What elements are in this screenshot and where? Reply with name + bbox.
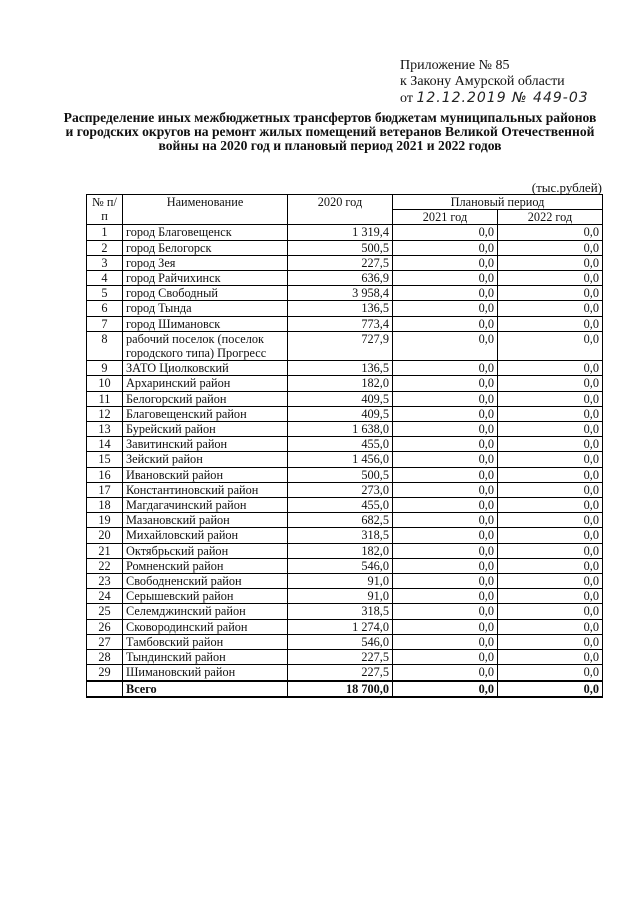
row-value-2021: 0,0 bbox=[393, 361, 498, 376]
header-name: Наименование bbox=[123, 195, 288, 225]
row-name: Мазановский район bbox=[123, 513, 288, 528]
row-name: Ивановский район bbox=[123, 467, 288, 482]
row-name: Зейский район bbox=[123, 452, 288, 467]
table-row bbox=[87, 225, 603, 240]
total-row bbox=[87, 681, 603, 697]
row-number: 19 bbox=[87, 513, 123, 528]
row-number: 28 bbox=[87, 650, 123, 665]
table-row bbox=[87, 406, 603, 421]
row-value-2021: 0,0 bbox=[393, 589, 498, 604]
row-value-2020: 182,0 bbox=[288, 376, 393, 391]
table-row bbox=[87, 650, 603, 665]
row-value-2021: 0,0 bbox=[393, 543, 498, 558]
appendix-number: Приложение № 85 bbox=[400, 58, 510, 73]
row-value-2020: 455,0 bbox=[288, 437, 393, 452]
row-number: 3 bbox=[87, 255, 123, 270]
row-value-2021: 0,0 bbox=[393, 406, 498, 421]
row-value-2022: 0,0 bbox=[498, 574, 603, 589]
row-value-2022: 0,0 bbox=[498, 558, 603, 573]
row-name: Завитинский район bbox=[123, 437, 288, 452]
row-name: город Тында bbox=[123, 301, 288, 316]
row-name: ЗАТО Циолковский bbox=[123, 361, 288, 376]
appendix-note bbox=[400, 58, 589, 107]
table-row bbox=[87, 391, 603, 406]
table-row bbox=[87, 589, 603, 604]
table-row bbox=[87, 467, 603, 482]
row-number: 29 bbox=[87, 665, 123, 681]
row-value-2020: 227,5 bbox=[288, 255, 393, 270]
row-value-2021: 0,0 bbox=[393, 467, 498, 482]
table-row bbox=[87, 513, 603, 528]
row-value-2020: 91,0 bbox=[288, 574, 393, 589]
row-value-2022: 0,0 bbox=[498, 619, 603, 634]
table-row bbox=[87, 255, 603, 270]
row-value-2022: 0,0 bbox=[498, 482, 603, 497]
row-number: 6 bbox=[87, 301, 123, 316]
row-value-2021: 0,0 bbox=[393, 482, 498, 497]
total-value-2022: 0,0 bbox=[498, 681, 603, 697]
table-row bbox=[87, 361, 603, 376]
table-row bbox=[87, 543, 603, 558]
row-value-2021: 0,0 bbox=[393, 498, 498, 513]
row-number: 16 bbox=[87, 467, 123, 482]
row-name: город Шимановск bbox=[123, 316, 288, 331]
units-label: (тыс.рублей) bbox=[531, 180, 602, 195]
table-row bbox=[87, 301, 603, 316]
row-value-2022: 0,0 bbox=[498, 240, 603, 255]
row-value-2021: 0,0 bbox=[393, 665, 498, 681]
row-name: Свободненский район bbox=[123, 574, 288, 589]
row-number: 12 bbox=[87, 406, 123, 421]
row-value-2022: 0,0 bbox=[498, 286, 603, 301]
table-row bbox=[87, 452, 603, 467]
row-number: 23 bbox=[87, 574, 123, 589]
total-value-2020: 18 700,0 bbox=[288, 681, 393, 697]
row-number: 4 bbox=[87, 271, 123, 286]
row-number: 21 bbox=[87, 543, 123, 558]
row-value-2020: 636,9 bbox=[288, 271, 393, 286]
row-value-2022: 0,0 bbox=[498, 665, 603, 681]
row-value-2020: 1 638,0 bbox=[288, 422, 393, 437]
table-row bbox=[87, 498, 603, 513]
row-value-2020: 3 958,4 bbox=[288, 286, 393, 301]
row-value-2021: 0,0 bbox=[393, 513, 498, 528]
table-row bbox=[87, 665, 603, 681]
row-number: 25 bbox=[87, 604, 123, 619]
row-number: 24 bbox=[87, 589, 123, 604]
row-name: Серышевский район bbox=[123, 589, 288, 604]
row-name: Сковородинский район bbox=[123, 619, 288, 634]
row-number: 22 bbox=[87, 558, 123, 573]
row-number: 14 bbox=[87, 437, 123, 452]
table-row bbox=[87, 437, 603, 452]
table-row bbox=[87, 331, 603, 360]
table-row bbox=[87, 422, 603, 437]
row-value-2020: 727,9 bbox=[288, 331, 393, 360]
row-value-2020: 227,5 bbox=[288, 650, 393, 665]
table-row bbox=[87, 271, 603, 286]
row-value-2021: 0,0 bbox=[393, 391, 498, 406]
row-number: 18 bbox=[87, 498, 123, 513]
row-value-2020: 136,5 bbox=[288, 301, 393, 316]
table-row bbox=[87, 376, 603, 391]
row-value-2020: 1 274,0 bbox=[288, 619, 393, 634]
table-row bbox=[87, 619, 603, 634]
row-name: Ромненский район bbox=[123, 558, 288, 573]
row-name: Тындинский район bbox=[123, 650, 288, 665]
table-row bbox=[87, 316, 603, 331]
row-value-2020: 500,5 bbox=[288, 467, 393, 482]
header-2022: 2022 год bbox=[498, 210, 603, 225]
row-name: Константиновский район bbox=[123, 482, 288, 497]
row-number: 10 bbox=[87, 376, 123, 391]
row-name: город Благовещенск bbox=[123, 225, 288, 240]
row-number: 13 bbox=[87, 422, 123, 437]
table-row bbox=[87, 574, 603, 589]
row-value-2021: 0,0 bbox=[393, 331, 498, 360]
row-value-2022: 0,0 bbox=[498, 255, 603, 270]
row-value-2022: 0,0 bbox=[498, 376, 603, 391]
table-row bbox=[87, 482, 603, 497]
row-value-2022: 0,0 bbox=[498, 528, 603, 543]
row-value-2022: 0,0 bbox=[498, 437, 603, 452]
row-value-2021: 0,0 bbox=[393, 528, 498, 543]
header-2021: 2021 год bbox=[393, 210, 498, 225]
row-value-2022: 0,0 bbox=[498, 271, 603, 286]
row-name: Белогорский район bbox=[123, 391, 288, 406]
row-value-2021: 0,0 bbox=[393, 240, 498, 255]
row-number: 11 bbox=[87, 391, 123, 406]
row-value-2020: 227,5 bbox=[288, 665, 393, 681]
row-value-2022: 0,0 bbox=[498, 513, 603, 528]
row-value-2020: 546,0 bbox=[288, 634, 393, 649]
row-value-2020: 773,4 bbox=[288, 316, 393, 331]
row-value-2021: 0,0 bbox=[393, 634, 498, 649]
row-value-2020: 409,5 bbox=[288, 406, 393, 421]
appendix-law: к Закону Амурской области bbox=[400, 74, 565, 89]
table-row bbox=[87, 558, 603, 573]
row-value-2021: 0,0 bbox=[393, 558, 498, 573]
appendix-date-prefix: от bbox=[400, 91, 413, 106]
row-value-2022: 0,0 bbox=[498, 634, 603, 649]
row-value-2021: 0,0 bbox=[393, 437, 498, 452]
row-name: город Зея bbox=[123, 255, 288, 270]
row-value-2022: 0,0 bbox=[498, 225, 603, 240]
row-value-2022: 0,0 bbox=[498, 331, 603, 360]
row-name: рабочий поселок (поселок городского типа) Прогресс bbox=[123, 331, 288, 360]
row-value-2020: 455,0 bbox=[288, 498, 393, 513]
row-value-2022: 0,0 bbox=[498, 316, 603, 331]
row-number: 26 bbox=[87, 619, 123, 634]
row-number: 9 bbox=[87, 361, 123, 376]
total-label: Всего bbox=[123, 681, 288, 697]
row-number: 5 bbox=[87, 286, 123, 301]
row-value-2022: 0,0 bbox=[498, 498, 603, 513]
row-value-2020: 318,5 bbox=[288, 528, 393, 543]
row-name: Шимановский район bbox=[123, 665, 288, 681]
row-name: город Свободный bbox=[123, 286, 288, 301]
table-row bbox=[87, 634, 603, 649]
row-number: 20 bbox=[87, 528, 123, 543]
appendix-date-line bbox=[400, 90, 589, 107]
row-value-2022: 0,0 bbox=[498, 604, 603, 619]
row-value-2021: 0,0 bbox=[393, 422, 498, 437]
row-value-2020: 273,0 bbox=[288, 482, 393, 497]
row-value-2020: 1 319,4 bbox=[288, 225, 393, 240]
row-value-2021: 0,0 bbox=[393, 619, 498, 634]
header-2020: 2020 год bbox=[288, 195, 393, 225]
table-header-row bbox=[87, 195, 603, 210]
row-value-2020: 1 456,0 bbox=[288, 452, 393, 467]
row-value-2020: 136,5 bbox=[288, 361, 393, 376]
row-name: Михайловский район bbox=[123, 528, 288, 543]
row-value-2021: 0,0 bbox=[393, 650, 498, 665]
row-value-2022: 0,0 bbox=[498, 361, 603, 376]
row-name: город Райчихинск bbox=[123, 271, 288, 286]
row-name: Тамбовский район bbox=[123, 634, 288, 649]
table-row bbox=[87, 528, 603, 543]
row-name: Архаринский район bbox=[123, 376, 288, 391]
total-value-2021: 0,0 bbox=[393, 681, 498, 697]
row-value-2020: 500,5 bbox=[288, 240, 393, 255]
table-body bbox=[87, 225, 603, 697]
row-number: 1 bbox=[87, 225, 123, 240]
table-row bbox=[87, 240, 603, 255]
row-value-2022: 0,0 bbox=[498, 422, 603, 437]
row-name: Октябрьский район bbox=[123, 543, 288, 558]
row-value-2021: 0,0 bbox=[393, 255, 498, 270]
row-number: 2 bbox=[87, 240, 123, 255]
row-value-2022: 0,0 bbox=[498, 589, 603, 604]
document-title: Распределение иных межбюджетных трансфертов бюджетам муниципальных районов и городских округов на ремонт жилых помещений ветеранов Великой Отечественной войны на 2020 год и плановый период 2021 и 2022 годов bbox=[63, 110, 597, 153]
row-value-2020: 682,5 bbox=[288, 513, 393, 528]
row-name: Бурейский район bbox=[123, 422, 288, 437]
row-name: Благовещенский район bbox=[123, 406, 288, 421]
row-value-2021: 0,0 bbox=[393, 316, 498, 331]
row-name: Селемджинский район bbox=[123, 604, 288, 619]
row-value-2020: 318,5 bbox=[288, 604, 393, 619]
row-number: 8 bbox=[87, 331, 123, 360]
row-value-2022: 0,0 bbox=[498, 543, 603, 558]
table-row bbox=[87, 604, 603, 619]
row-name: Магдагачинский район bbox=[123, 498, 288, 513]
row-value-2021: 0,0 bbox=[393, 301, 498, 316]
row-value-2022: 0,0 bbox=[498, 650, 603, 665]
row-value-2021: 0,0 bbox=[393, 574, 498, 589]
row-value-2022: 0,0 bbox=[498, 467, 603, 482]
row-value-2021: 0,0 bbox=[393, 604, 498, 619]
row-value-2021: 0,0 bbox=[393, 376, 498, 391]
row-value-2022: 0,0 bbox=[498, 301, 603, 316]
row-number: 7 bbox=[87, 316, 123, 331]
row-value-2020: 182,0 bbox=[288, 543, 393, 558]
row-value-2021: 0,0 bbox=[393, 286, 498, 301]
row-value-2021: 0,0 bbox=[393, 225, 498, 240]
header-num: № п/п bbox=[87, 195, 123, 225]
row-value-2020: 91,0 bbox=[288, 589, 393, 604]
row-value-2020: 409,5 bbox=[288, 391, 393, 406]
row-name: город Белогорск bbox=[123, 240, 288, 255]
table-row bbox=[87, 286, 603, 301]
row-number: 17 bbox=[87, 482, 123, 497]
row-number: 27 bbox=[87, 634, 123, 649]
handwritten-date-number: 12.12.2019 № 449-03 bbox=[416, 90, 589, 106]
row-value-2021: 0,0 bbox=[393, 452, 498, 467]
row-value-2020: 546,0 bbox=[288, 558, 393, 573]
row-value-2022: 0,0 bbox=[498, 406, 603, 421]
row-value-2022: 0,0 bbox=[498, 452, 603, 467]
row-number: 15 bbox=[87, 452, 123, 467]
row-value-2021: 0,0 bbox=[393, 271, 498, 286]
allocation-table bbox=[86, 194, 603, 698]
total-num bbox=[87, 681, 123, 697]
header-planned-period: Плановый период bbox=[393, 195, 603, 210]
row-value-2022: 0,0 bbox=[498, 391, 603, 406]
